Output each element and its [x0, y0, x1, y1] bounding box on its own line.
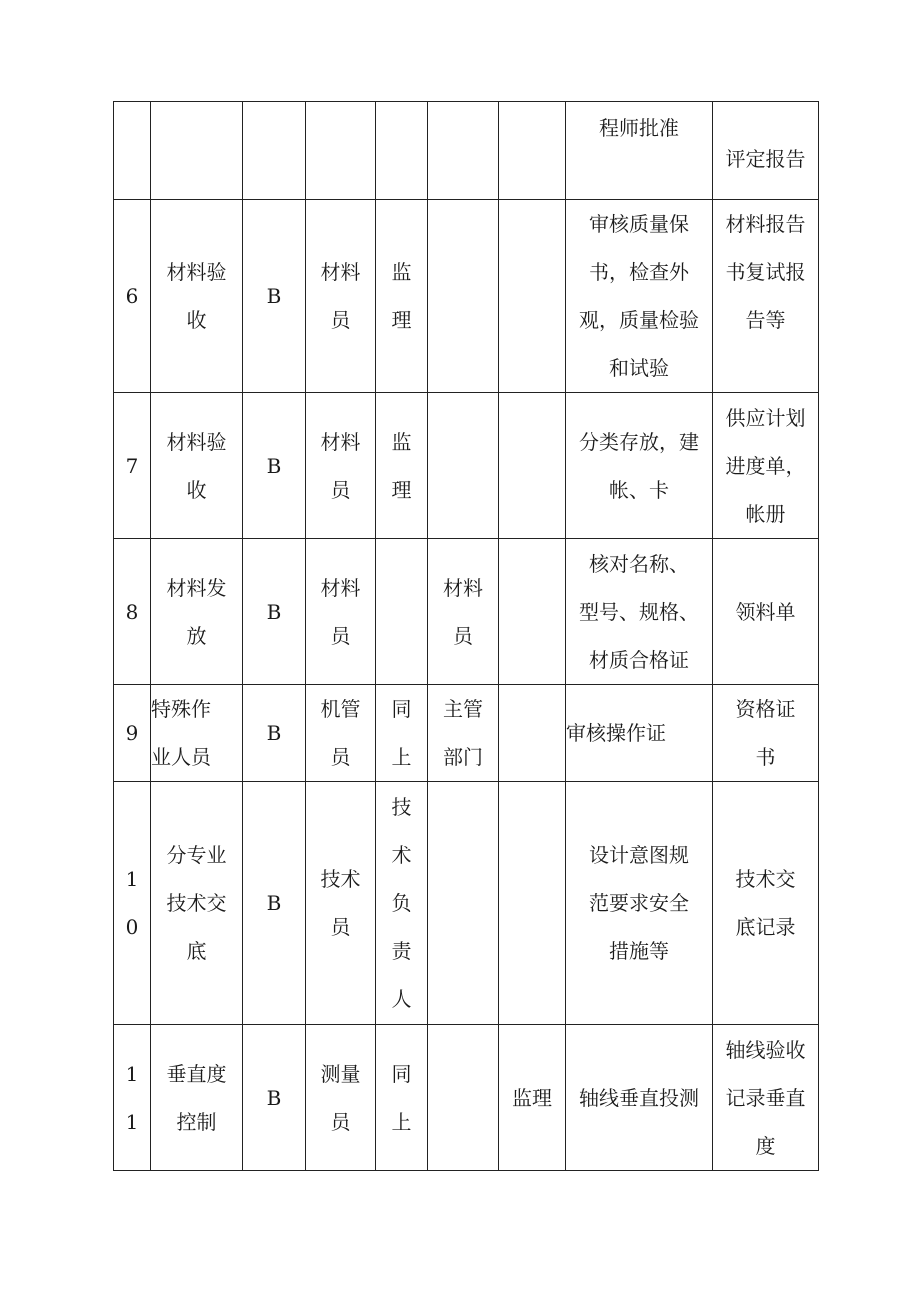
cell-supervisor [499, 539, 566, 685]
cell-item: 材料发 放 [151, 539, 243, 685]
cell-responsible [306, 102, 376, 200]
cell-no: 6 [114, 200, 151, 393]
cell-record: 材料报告 书复试报 告等 [713, 200, 819, 393]
cell-grade: B [243, 393, 306, 539]
cell-record: 资格证 书 [713, 685, 819, 782]
cell-dept [428, 1025, 499, 1171]
cell-grade [243, 102, 306, 200]
cell-item: 材料验 收 [151, 200, 243, 393]
table-row [114, 539, 819, 685]
cell-inspector: 监 理 [376, 393, 428, 539]
cell-item: 分专业 技术交 底 [151, 782, 243, 1025]
cell-no: 7 [114, 393, 151, 539]
cell-item [151, 102, 243, 200]
cell-no: 1 0 [114, 782, 151, 1025]
cell-content: 分类存放，建 帐、卡 [566, 393, 713, 539]
cell-responsible: 材料 员 [306, 539, 376, 685]
table-row [114, 685, 819, 782]
cell-record: 供应计划 进度单， 帐册 [713, 393, 819, 539]
cell-supervisor [499, 200, 566, 393]
cell-no: 8 [114, 539, 151, 685]
cell-supervisor [499, 782, 566, 1025]
cell-dept [428, 200, 499, 393]
cell-inspector: 监 理 [376, 200, 428, 393]
cell-supervisor [499, 393, 566, 539]
cell-item: 特殊作 业人员 [151, 685, 243, 782]
cell-record: 技术交 底记录 [713, 782, 819, 1025]
cell-content: 核对名称、 型号、规格、 材质合格证 [566, 539, 713, 685]
cell-record: 领料单 [713, 539, 819, 685]
cell-dept: 材料 员 [428, 539, 499, 685]
cell-grade: B [243, 200, 306, 393]
table-row [114, 1025, 819, 1171]
cell-dept [428, 102, 499, 200]
cell-inspector: 技 术 负 责 人 [376, 782, 428, 1025]
cell-item: 垂直度 控制 [151, 1025, 243, 1171]
cell-supervisor [499, 102, 566, 200]
cell-supervisor [499, 685, 566, 782]
cell-inspector: 同 上 [376, 685, 428, 782]
cell-record: 轴线验收 记录垂直 度 [713, 1025, 819, 1171]
cell-grade: B [243, 685, 306, 782]
cell-grade: B [243, 782, 306, 1025]
cell-no: 9 [114, 685, 151, 782]
cell-dept: 主管 部门 [428, 685, 499, 782]
cell-dept [428, 782, 499, 1025]
cell-inspector [376, 539, 428, 685]
cell-responsible: 材料 员 [306, 200, 376, 393]
cell-responsible: 技术 员 [306, 782, 376, 1025]
cell-inspector: 同 上 [376, 1025, 428, 1171]
cell-item: 材料验 收 [151, 393, 243, 539]
cell-responsible: 机管 员 [306, 685, 376, 782]
cell-no: 1 1 [114, 1025, 151, 1171]
cell-content: 程师批准 [566, 102, 713, 200]
cell-content: 审核质量保 书，检查外 观，质量检验 和试验 [566, 200, 713, 393]
cell-record: 评定报告 [713, 102, 819, 200]
table-row [114, 102, 819, 200]
cell-responsible: 材料 员 [306, 393, 376, 539]
cell-responsible: 测量 员 [306, 1025, 376, 1171]
cell-content: 轴线垂直投测 [566, 1025, 713, 1171]
quality-control-table [113, 101, 819, 1171]
cell-content: 设计意图规 范要求安全 措施等 [566, 782, 713, 1025]
cell-supervisor: 监理 [499, 1025, 566, 1171]
cell-dept [428, 393, 499, 539]
cell-content: 审核操作证 [566, 685, 713, 782]
cell-grade: B [243, 1025, 306, 1171]
table-row [114, 200, 819, 393]
cell-no [114, 102, 151, 200]
cell-inspector [376, 102, 428, 200]
cell-grade: B [243, 539, 306, 685]
table-row [114, 782, 819, 1025]
table-row [114, 393, 819, 539]
